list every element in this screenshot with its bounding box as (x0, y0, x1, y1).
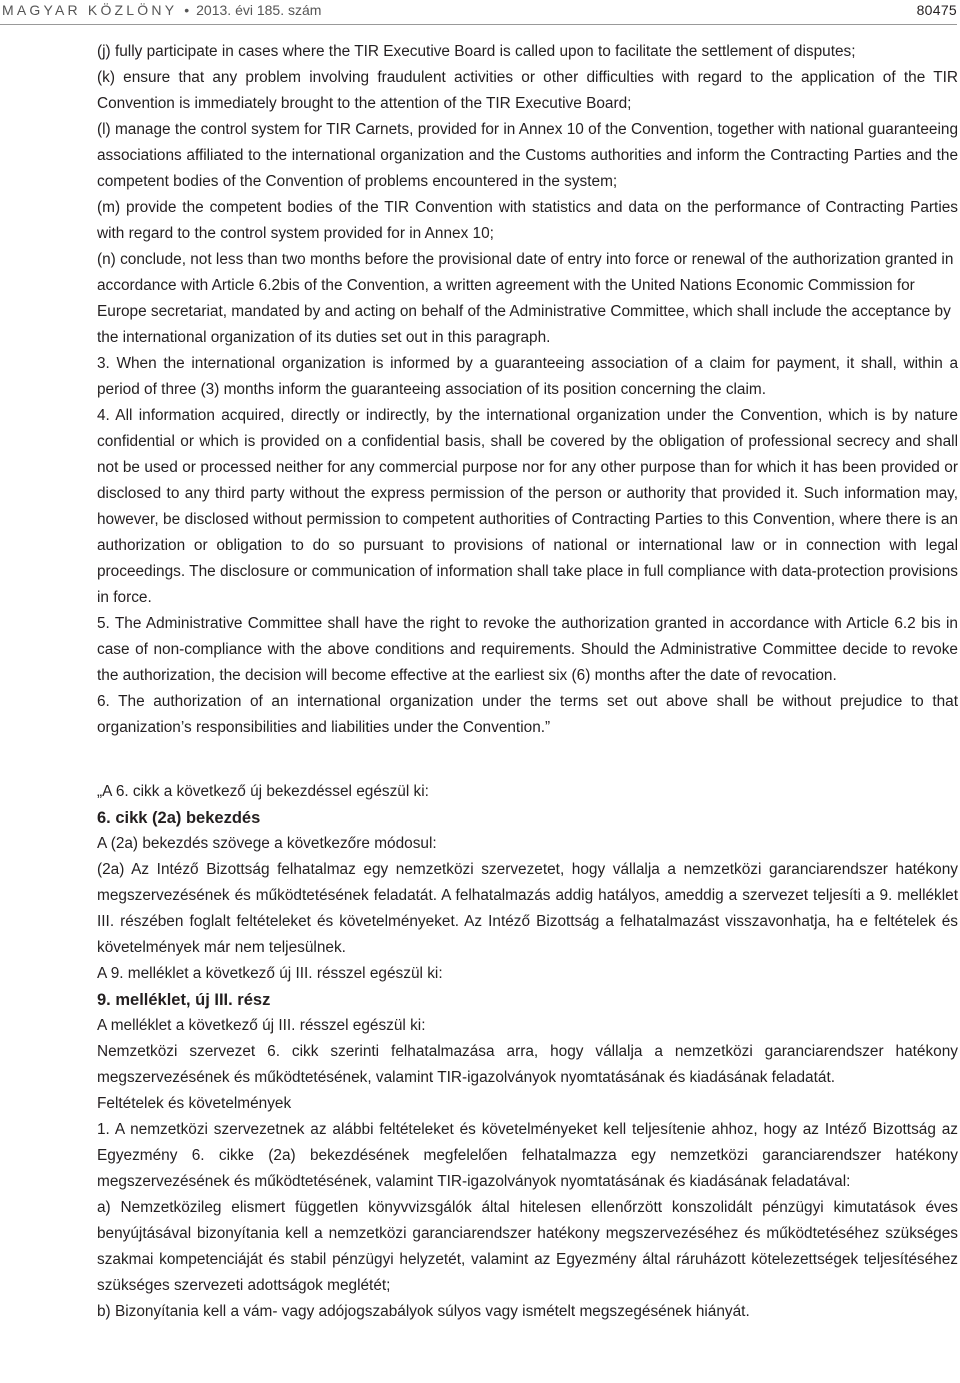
condition-a: a) Nemzetközileg elismert független könyvvizsgálók által hitelesen ellenőrzött konszolidált pénzügyi kimutatások éves benyújtásával bizonyítania kell a nemzetközi garanciarendszer hatékony megszervezéséhez és működtetéséhez szükséges szakmai kompetenciáját és stabil pénzügyi helyzetét, valamint az Egyezmény által ráruházott kötelezettségek teljesítéséhez szükséges szervezeti adottságok meglétét; (97, 1199, 958, 1294)
page-number: 80475 (916, 2, 957, 18)
paragraph-2a: (2a) Az Intéző Bizottság felhatalmaz egy nemzetközi szervezetet, hogy vállalja a nemzetközi garanciarendszer hatékony megszervezésének és működtetésének feladatát. A felhatalmazás addig hatályos, ameddig a szervezet teljesíti a 9. melléklet III. részében foglalt feltételeket és követelményeket. Az Intéző Bizottság a felhatalmazást visszavonhatja, ha e feltételek és követelmények már nem teljesülnek. (97, 861, 958, 956)
paragraph-4: 4. All information acquired, directly or indirectly, by the international organization under the Convention, which is by nature confidential or which is provided on a confidential basis, shall be covered by the obligation of professional secrecy and shall not be used or processed neither for any commercial purpose nor for any other purpose than for which it has been provided or disclosed to any third party without the express permission of the person or authority that provided it. Such information may, however, be disclosed without permission to competent authorities of Contracting Parties to this Convention, where there is an authorization or obligation to do so pursuant to provisions of national or international law or in connection with legal proceedings. The disclosure or communication of information shall take place in full compliance with data-protection provisions in force. (97, 407, 958, 606)
paragraph-l: (l) manage the control system for TIR Carnets, provided for in Annex 10 of the Convention, together with national guaranteeing associations affiliated to the international organization and the Customs authorities and inform the Contracting Parties and the competent bodies of the Convention of problems encountered in the system; (97, 121, 958, 190)
section-heading-article-6: 6. cikk (2a) bekezdés (97, 809, 261, 827)
authorization-paragraph: Nemzetközi szervezet 6. cikk szerinti felhatalmazása arra, hogy vállalja a nemzetközi garanciarendszer hatékony megszervezésének és működtetésének, valamint TIR-igazolványok nyomtatásának és kiadásának feladatát. (97, 1043, 958, 1086)
amendment-text-intro: A (2a) bekezdés szövege a következőre módosul: (97, 835, 437, 852)
paragraph-j: (j) fully participate in cases where the TIR Executive Board is called upon to facilitate the settlement of disputes; (97, 43, 856, 60)
paragraph-n: (n) conclude, not less than two months before the provisional date of entry into force or renewal of the authorization granted in accordance with Article 6.2bis of the Convention, a written agreement with the United Nations Economic Commission for Europe secretariat, mandated by and acting on behalf of the Administrative Committee, which shall include the acceptance by the international organization of its duties set out in this paragraph. (97, 251, 954, 346)
publication-name: MAGYAR KÖZLÖNY (2, 2, 178, 18)
header-title (2, 1, 321, 19)
paragraph-6: 6. The authorization of an international organization under the terms set out above shall be without prejudice to that organization’s responsibilities and liabilities under the Convention.” (97, 693, 958, 736)
annex-addition-intro: A melléklet a következő új III. résszel egészül ki: (97, 1017, 426, 1034)
page-header (0, 0, 957, 25)
annex-intro: A 9. melléklet a következő új III. résszel egészül ki: (97, 965, 443, 982)
amendment-intro: „A 6. cikk a következő új bekezdéssel egészül ki: (97, 783, 429, 800)
condition-1: 1. A nemzetközi szervezetnek az alábbi feltételeket és követelményeket kell teljesítenie ahhoz, hogy az Intéző Bizottság az Egyezmény 6. cikke (2a) bekezdésének megfelelően felhatalmazza egy nemzetközi garanciarendszer hatékony megszervezésének és működtetésének, valamint TIR-igazolványok nyomtatásának és kiadásának feladatával: (97, 1121, 958, 1190)
section-heading-annex-9: 9. melléklet, új III. rész (97, 991, 271, 1009)
bullet-separator: • (184, 2, 190, 18)
paragraph-3: 3. When the international organization is informed by a guaranteeing association of a claim for payment, it shall, within a period of three (3) months inform the guaranteeing association of its position concerning the claim. (97, 355, 958, 398)
paragraph-5: 5. The Administrative Committee shall have the right to revoke the authorization granted in accordance with Article 6.2 bis in case of non-compliance with the above conditions and requirements. Should the Administrative Committee decide to revoke the authorization, the decision will become effective at the earliest six (6) months after the date of revocation. (97, 615, 958, 684)
conditions-heading: Feltételek és követelmények (97, 1095, 292, 1112)
document-body (97, 39, 958, 1325)
condition-b: b) Bizonyítania kell a vám- vagy adójogszabályok súlyos vagy ismételt megszegésének hiányát. (97, 1303, 750, 1320)
issue-label: 2013. évi 185. szám (196, 2, 322, 18)
paragraph-k: (k) ensure that any problem involving fraudulent activities or other difficulties with regard to the application of the TIR Convention is immediately brought to the attention of the TIR Executive Board; (97, 69, 958, 112)
paragraph-m: (m) provide the competent bodies of the TIR Convention with statistics and data on the performance of Contracting Parties with regard to the control system provided for in Annex 10; (97, 199, 958, 242)
